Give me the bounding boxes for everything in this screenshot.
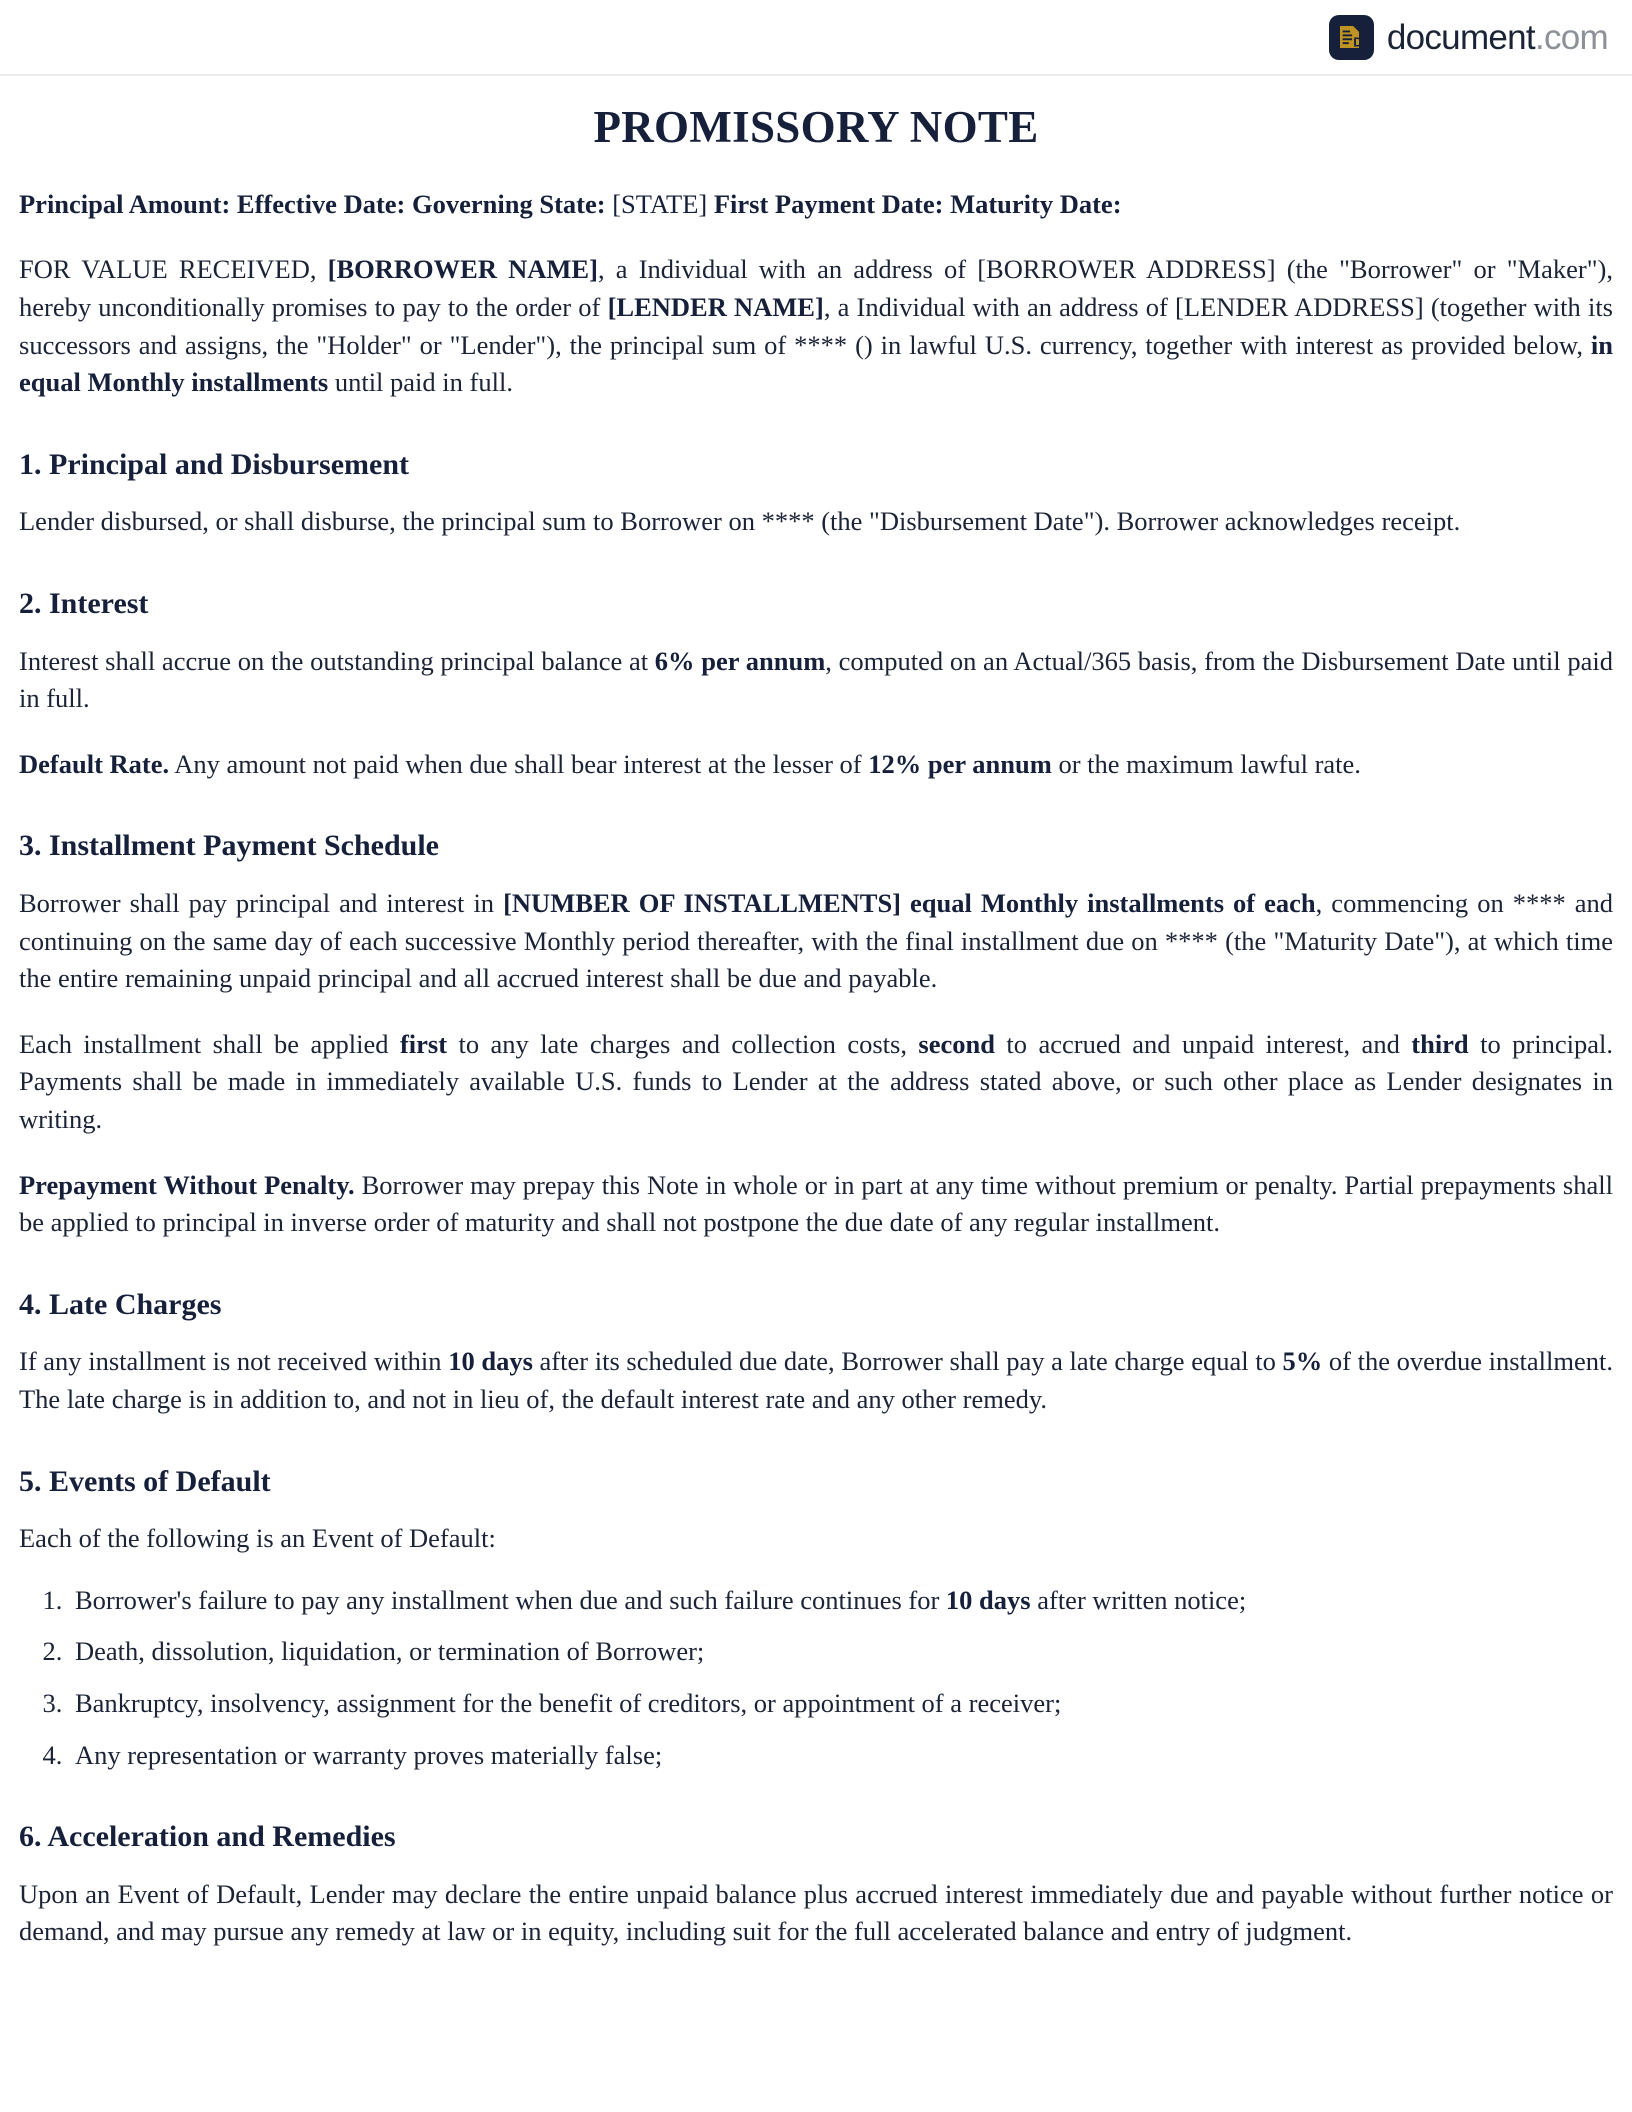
installments-count-placeholder: [NUMBER OF INSTALLMENTS] equal Monthly installments of each bbox=[503, 887, 1316, 918]
s2-p1-text-2: , computed on an Actual/365 basis, from the Disbursement Date until paid in full. bbox=[19, 645, 1613, 714]
default-rate-label: Default Rate. bbox=[19, 748, 170, 779]
section-heading-4: 4. Late Charges bbox=[19, 1287, 222, 1321]
document-page bbox=[0, 102, 1632, 1951]
section-3-paragraph-3 bbox=[19, 1167, 1613, 1242]
section-5-lead: Each of the following is an Event of Default: bbox=[19, 1523, 496, 1554]
section-3-paragraph-1 bbox=[19, 885, 1613, 998]
s3-p2-text-4: to principal. Payments shall be made in immediately available U.S. funds to Lender at the address stated above, or such other place as Lender designates in writing. bbox=[19, 1028, 1613, 1134]
application-order-second: second bbox=[918, 1028, 995, 1059]
brand-logo[interactable] bbox=[1329, 15, 1608, 60]
prepayment-label: Prepayment Without Penalty. bbox=[19, 1169, 355, 1200]
s3-p1-text-2: , commencing on **** and continuing on the same day of each successive Monthly period thereafter, with the final installment due on **** (the "Maturity Date"), at which time the entire remaining unpaid principal and all accrued interest shall be due and payable. bbox=[19, 887, 1614, 994]
s3-p2-text-2: to any late charges and collection costs, bbox=[447, 1028, 919, 1059]
intro-text-4: until paid in full. bbox=[328, 367, 513, 398]
s3-p2-text-1: Each installment shall be applied bbox=[19, 1028, 400, 1059]
default-event-1-days: 10 days bbox=[945, 1584, 1031, 1615]
s3-p2-text-3: to accrued and unpaid interest, and bbox=[994, 1028, 1412, 1059]
s2-p2-text-1: Any amount not paid when due shall bear interest at the lesser of bbox=[169, 748, 869, 779]
intro-text-3: , a Individual with an address of [LENDER ADDRESS] (together with its successors and assigns, the "Holder" or "Lender"), the principal sum of **** () in lawful U.S. currency, together with interest as provided below, bbox=[19, 292, 1613, 360]
section-6-body: Upon an Event of Default, Lender may declare the entire unpaid balance plus accrued interest immediately due and payable without further notice or demand, and may pursue any remedy at law or in equity, including suit for the full accelerated balance and entry of judgment. bbox=[19, 1878, 1613, 1947]
brand-name: document bbox=[1386, 17, 1535, 57]
intro-paragraph bbox=[19, 251, 1613, 402]
default-event-2-text: Death, dissolution, liquidation, or termination of Borrower; bbox=[75, 1636, 705, 1667]
application-order-third: third bbox=[1411, 1028, 1469, 1059]
section-heading-5: 5. Events of Default bbox=[19, 1464, 271, 1498]
late-charge-grace-days: 10 days bbox=[448, 1346, 533, 1377]
late-charge-percent: 5% bbox=[1282, 1346, 1323, 1377]
interest-rate-value: 6% per annum bbox=[654, 645, 826, 676]
section-3-paragraph-2 bbox=[19, 1026, 1613, 1139]
document-meta-line bbox=[19, 186, 1613, 224]
intro-text-1: FOR VALUE RECEIVED, bbox=[19, 254, 328, 285]
s4-text-2: after its scheduled due date, Borrower shall pay a late charge equal to bbox=[532, 1346, 1283, 1377]
svg-text:D: D bbox=[1353, 34, 1363, 50]
s4-text-1: If any installment is not received within bbox=[19, 1346, 449, 1377]
section-2-paragraph-2 bbox=[19, 746, 1613, 784]
intro-emphasis-installments: in equal Monthly installments bbox=[19, 329, 1613, 398]
section-1-body: Lender disbursed, or shall disburse, the principal sum to Borrower on **** (the "Disbursement Date"). Borrower acknowledges receipt. bbox=[19, 506, 1461, 537]
default-event-1-text-1: Borrower's failure to pay any installment when due and such failure continues for bbox=[75, 1584, 946, 1615]
s4-text-3: of the overdue installment. The late charge is in addition to, and not in lieu of, the default interest rate and any other remedy. bbox=[19, 1346, 1613, 1414]
section-heading-6: 6. Acceleration and Remedies bbox=[19, 1820, 396, 1854]
list-item bbox=[69, 1737, 1613, 1775]
meta-state-placeholder: [STATE] bbox=[612, 188, 708, 219]
list-item bbox=[69, 1685, 1613, 1723]
document-icon bbox=[1329, 15, 1374, 60]
meta-labels-after: First Payment Date: Maturity Date: bbox=[713, 188, 1122, 219]
borrower-name-placeholder: [BORROWER NAME] bbox=[327, 254, 598, 285]
section-heading-1: 1. Principal and Disbursement bbox=[19, 447, 410, 481]
default-event-1-text-2: after written notice; bbox=[1030, 1584, 1247, 1615]
default-event-4-text: Any representation or warranty proves materially false; bbox=[75, 1739, 663, 1770]
s3-p3-text-1: Borrower may prepay this Note in whole or in part at any time without premium or penalty. Partial prepayments shall be applied to principal in inverse order of maturity and shall not postpone the due date of any regular installment. bbox=[19, 1169, 1613, 1238]
section-heading-3: 3. Installment Payment Schedule bbox=[19, 829, 439, 863]
events-of-default-list bbox=[19, 1582, 1613, 1775]
s2-p2-text-2: or the maximum lawful rate. bbox=[1051, 748, 1361, 779]
brand-header bbox=[0, 0, 1632, 76]
brand-wordmark bbox=[1386, 17, 1608, 57]
brand-tld: .com bbox=[1534, 17, 1608, 57]
lender-name-placeholder: [LENDER NAME] bbox=[607, 292, 824, 322]
s3-p1-text-1: Borrower shall pay principal and interest in bbox=[19, 887, 504, 918]
default-event-3-text: Bankruptcy, insolvency, assignment for the benefit of creditors, or appointment of a receiver; bbox=[75, 1688, 1062, 1718]
list-item bbox=[69, 1582, 1613, 1620]
intro-text-2: , a Individual with an address of [BORROWER ADDRESS] (the "Borrower" or "Maker"), hereby unconditionally promises to pay to the order of bbox=[19, 254, 1613, 322]
application-order-first: first bbox=[399, 1028, 448, 1059]
page-title: PROMISSORY NOTE bbox=[593, 102, 1039, 152]
list-item bbox=[69, 1633, 1613, 1671]
s2-p1-text-1: Interest shall accrue on the outstanding principal balance at bbox=[19, 645, 655, 676]
meta-labels-before: Principal Amount: Effective Date: Governing State: bbox=[19, 188, 606, 219]
section-4-body bbox=[19, 1343, 1613, 1418]
section-heading-2: 2. Interest bbox=[19, 587, 149, 620]
default-rate-value: 12% per annum bbox=[868, 748, 1052, 779]
section-2-paragraph-1 bbox=[19, 643, 1613, 718]
